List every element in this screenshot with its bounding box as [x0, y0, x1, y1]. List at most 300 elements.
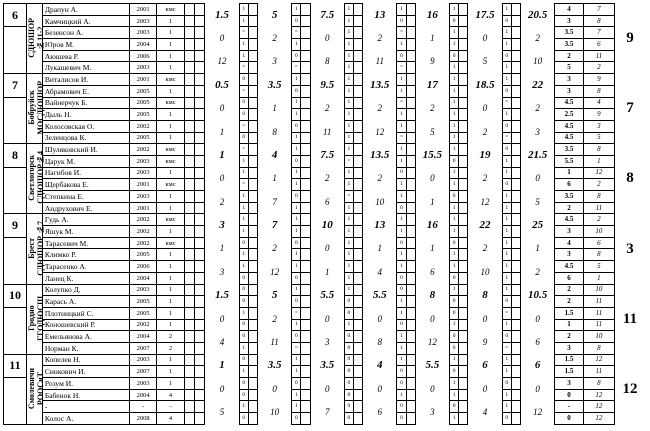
game-result-blank: [301, 226, 310, 238]
game-result-blank: [511, 109, 520, 121]
player-year: 2004: [129, 331, 156, 343]
blank-cell: [195, 27, 205, 39]
player-year: 2005: [129, 97, 156, 109]
game-result-blank: [511, 62, 520, 74]
game-result-blank: [301, 39, 310, 51]
game-result: 1: [239, 155, 248, 167]
player-points: 0: [555, 389, 584, 401]
match-score: 2: [310, 167, 344, 190]
game-result-blank: [301, 167, 310, 179]
blank-cell: [184, 74, 194, 86]
player-points: 4: [555, 4, 584, 16]
game-result: 0: [397, 319, 406, 331]
blank-cell: [184, 226, 194, 238]
game-result: 1: [450, 389, 459, 401]
game-result: 1: [239, 39, 248, 51]
blank-cell: [184, 4, 194, 16]
player-rank: 1: [157, 284, 184, 296]
match-score: 0: [468, 97, 502, 120]
match-score: 6: [520, 354, 554, 377]
game-result-blank: [406, 15, 415, 27]
game-result-blank: [459, 366, 468, 378]
match-score: 20.5: [520, 4, 554, 27]
game-result-blank: [511, 144, 520, 156]
blank-cell: [195, 167, 205, 179]
game-result: 0: [344, 413, 353, 425]
game-result: =: [239, 120, 248, 132]
game-result: 0: [344, 378, 353, 390]
game-result-blank: [353, 179, 362, 191]
player-rank: 1: [157, 85, 184, 97]
game-result: 1: [397, 74, 406, 86]
game-result: 1: [502, 237, 511, 249]
game-result-blank: [301, 191, 310, 203]
game-result: 0: [292, 413, 301, 425]
game-result: 1: [292, 144, 301, 156]
match-score: 13.5: [363, 74, 397, 97]
game-result: 0: [344, 366, 353, 378]
blank-cell: [195, 4, 205, 16]
game-result: 1: [344, 4, 353, 16]
player-rank: 1: [157, 249, 184, 261]
game-result: 1: [344, 120, 353, 132]
blank-cell: [184, 97, 194, 109]
match-score: 4: [363, 261, 397, 284]
game-result: 0: [292, 120, 301, 132]
player-place: 8: [583, 191, 614, 203]
player-points: 6: [555, 272, 584, 284]
match-score: 0: [205, 167, 239, 190]
player-rank: 1: [157, 226, 184, 238]
player-year: 2003: [129, 378, 156, 390]
player-place: 8: [583, 378, 614, 390]
game-result: 1: [502, 366, 511, 378]
game-result-blank: [511, 319, 520, 331]
player-points: 3: [555, 226, 584, 238]
player-year: 2007: [129, 342, 156, 354]
game-result: 1: [292, 366, 301, 378]
match-score: 3: [520, 120, 554, 143]
player-place: 1: [583, 272, 614, 284]
game-result: 1: [397, 179, 406, 191]
game-result-blank: [248, 4, 257, 16]
game-result: 1: [450, 85, 459, 97]
game-result: 1: [502, 284, 511, 296]
player-rank: 2: [157, 342, 184, 354]
blank-cell: [184, 39, 194, 51]
player-rank: 4: [157, 389, 184, 401]
game-result: 1: [450, 74, 459, 86]
blank-cell: [195, 132, 205, 144]
game-result-blank: [353, 296, 362, 308]
match-score: 6: [520, 331, 554, 354]
game-result: 1: [292, 249, 301, 261]
blank-cell: [195, 74, 205, 86]
tournament-table: [3, 3, 615, 425]
blank-cell: [184, 366, 194, 378]
game-result-blank: [248, 15, 257, 27]
player-place: 5: [583, 132, 614, 144]
match-score: 1.5: [205, 284, 239, 307]
game-result-blank: [511, 284, 520, 296]
game-result: 1: [450, 109, 459, 121]
game-result-blank: [301, 179, 310, 191]
game-result: 1: [450, 284, 459, 296]
match-score: 12: [415, 331, 449, 354]
match-score: 0: [310, 307, 344, 330]
game-result: 1: [397, 155, 406, 167]
match-score: 7: [310, 401, 344, 424]
team-name-line: Брест: [26, 237, 36, 259]
match-score: 13: [363, 214, 397, 237]
match-score: 2: [363, 97, 397, 120]
game-result-blank: [459, 39, 468, 51]
game-result: 0: [450, 296, 459, 308]
game-result: 1: [344, 249, 353, 261]
game-result-blank: [459, 62, 468, 74]
player-points: 3.5: [555, 191, 584, 203]
blank-cell: [184, 144, 194, 156]
match-score: 5.5: [310, 284, 344, 307]
blank-cell: [184, 155, 194, 167]
game-result: 0: [239, 378, 248, 390]
game-result: 1: [502, 389, 511, 401]
game-result: 1: [397, 307, 406, 319]
blank-cell: [184, 120, 194, 132]
game-result: 1: [344, 97, 353, 109]
blank-cell: [195, 284, 205, 296]
player-points: 2: [555, 296, 584, 308]
game-result-blank: [511, 237, 520, 249]
player-rank: 1: [157, 50, 184, 62]
game-result: =: [292, 342, 301, 354]
player-rank: 4: [157, 413, 184, 425]
game-result-blank: [406, 331, 415, 343]
player-year: 2005: [129, 132, 156, 144]
game-result: 1: [450, 261, 459, 273]
game-result: 0: [292, 85, 301, 97]
player-year: 2008: [129, 413, 156, 425]
blank-cell: [195, 307, 205, 319]
game-result: 1: [239, 202, 248, 214]
blank-cell: [195, 144, 205, 156]
game-result-blank: [301, 109, 310, 121]
match-score: 1: [205, 144, 239, 167]
game-result: 0: [450, 342, 459, 354]
team-number-blank: [4, 27, 27, 74]
game-result: 0: [292, 296, 301, 308]
game-result-blank: [248, 97, 257, 109]
game-result: 0: [239, 97, 248, 109]
blank-cell: [195, 296, 205, 308]
player-place: 12: [583, 389, 614, 401]
player-name: Бабенок Н.: [42, 389, 129, 401]
game-result-blank: [353, 132, 362, 144]
player-place: 6: [583, 237, 614, 249]
player-place: 8: [583, 342, 614, 354]
blank-cell: [195, 214, 205, 226]
game-result: 1: [292, 354, 301, 366]
game-result: 1: [397, 4, 406, 16]
game-result: 0: [239, 319, 248, 331]
blank-cell: [184, 62, 194, 74]
player-name: Абрамович Е.: [42, 85, 129, 97]
game-result-blank: [301, 50, 310, 62]
match-score: 6: [363, 401, 397, 424]
game-result: 0: [239, 413, 248, 425]
match-score: 9.5: [310, 74, 344, 97]
blank-cell: [184, 401, 194, 413]
player-name: Юров М.: [42, 39, 129, 51]
game-result: 1: [502, 39, 511, 51]
player-points: 3: [555, 342, 584, 354]
game-result: 0: [450, 191, 459, 203]
game-result-blank: [406, 413, 415, 425]
player-place: 8: [583, 144, 614, 156]
game-result-blank: [406, 272, 415, 284]
game-result-blank: [301, 249, 310, 261]
game-result-blank: [248, 155, 257, 167]
team-name-line: Бобруйск: [26, 90, 36, 125]
team-final-place: 9: [626, 29, 634, 46]
game-result-blank: [353, 389, 362, 401]
team-name: [26, 4, 45, 74]
team-name-line: №11-2: [35, 25, 45, 50]
game-result: =: [397, 132, 406, 144]
player-name: Колупко Д.: [42, 284, 129, 296]
game-result: 0: [397, 167, 406, 179]
match-score: 5.5: [415, 354, 449, 377]
player-place: 8: [583, 249, 614, 261]
game-result: 1: [502, 319, 511, 331]
game-result-blank: [406, 389, 415, 401]
game-result: =: [397, 62, 406, 74]
blank-cell: [184, 202, 194, 214]
team-number: 11: [4, 354, 27, 377]
game-result: 1: [397, 109, 406, 121]
player-year: 2005: [129, 307, 156, 319]
game-result-blank: [511, 27, 520, 39]
match-score: 0: [310, 27, 344, 50]
team-number: 7: [4, 74, 27, 97]
team-name: [26, 214, 45, 284]
game-result: 1: [450, 97, 459, 109]
team-number: 8: [4, 144, 27, 167]
match-score: 7: [257, 191, 291, 214]
game-result: 1: [397, 249, 406, 261]
match-score: 11: [310, 120, 344, 143]
game-result-blank: [248, 179, 257, 191]
game-result-blank: [511, 272, 520, 284]
player-place: 11: [583, 202, 614, 214]
player-name: Коношевский Р.: [42, 319, 129, 331]
player-year: -: [129, 401, 156, 413]
player-rank: 1: [157, 15, 184, 27]
player-place: 11: [583, 319, 614, 331]
player-points: 2: [555, 202, 584, 214]
game-result: 0: [397, 15, 406, 27]
game-result-blank: [511, 249, 520, 261]
game-result-blank: [248, 378, 257, 390]
player-place: 12: [583, 354, 614, 366]
game-result-blank: [353, 401, 362, 413]
game-result: 1: [292, 214, 301, 226]
blank-cell: [184, 237, 194, 249]
game-result-blank: [248, 354, 257, 366]
game-result: 1: [344, 237, 353, 249]
game-result-blank: [248, 284, 257, 296]
game-result-blank: [248, 319, 257, 331]
match-score: 0: [415, 167, 449, 190]
game-result: 1: [450, 62, 459, 74]
match-score: 10: [310, 214, 344, 237]
blank-cell: [195, 331, 205, 343]
game-result-blank: [301, 155, 310, 167]
team-final-place: 11: [622, 310, 638, 327]
player-name: Климко Р.: [42, 249, 129, 261]
game-result-blank: [301, 74, 310, 86]
player-place: 11: [583, 50, 614, 62]
match-score: 6: [468, 354, 502, 377]
game-result: =: [292, 307, 301, 319]
blank-cell: [184, 413, 194, 425]
game-result-blank: [301, 202, 310, 214]
player-name: Синкович И.: [42, 366, 129, 378]
game-result-blank: [459, 413, 468, 425]
game-result: 0: [502, 378, 511, 390]
game-result: 1: [292, 4, 301, 16]
game-result: 0: [397, 272, 406, 284]
game-result: 0: [239, 354, 248, 366]
game-result: 0: [397, 284, 406, 296]
game-result: 1: [344, 261, 353, 273]
player-rank: 1: [157, 191, 184, 203]
game-result-blank: [406, 120, 415, 132]
game-result: 0: [344, 331, 353, 343]
game-result-blank: [459, 50, 468, 62]
game-result-blank: [301, 366, 310, 378]
match-score: 0: [205, 307, 239, 330]
player-place: 2: [583, 214, 614, 226]
game-result-blank: [301, 389, 310, 401]
game-result-blank: [248, 62, 257, 74]
match-score: 2: [468, 120, 502, 143]
match-score: 0: [468, 27, 502, 50]
player-name: Дыль Н.: [42, 109, 129, 121]
blank-cell: [195, 237, 205, 249]
game-result: 1: [344, 202, 353, 214]
player-points: 0: [555, 413, 584, 425]
match-score: 16: [415, 4, 449, 27]
game-result: 1: [502, 202, 511, 214]
player-name: Тарасевич М.: [42, 237, 129, 249]
game-result-blank: [511, 120, 520, 132]
game-result-blank: [511, 74, 520, 86]
game-result: 1: [397, 39, 406, 51]
game-result-blank: [248, 167, 257, 179]
blank-cell: [195, 272, 205, 284]
match-score: 9: [468, 331, 502, 354]
match-score: 2: [205, 191, 239, 214]
match-score: 0.5: [205, 74, 239, 97]
game-result-blank: [301, 401, 310, 413]
player-year: 2005: [129, 249, 156, 261]
player-row: [4, 331, 615, 343]
game-result: =: [239, 27, 248, 39]
match-score: 5: [257, 284, 291, 307]
game-result-blank: [459, 378, 468, 390]
blank-cell: [195, 62, 205, 74]
game-result: 0: [292, 15, 301, 27]
game-result-blank: [511, 296, 520, 308]
player-name: Камчицкий А.: [42, 15, 129, 27]
game-result-blank: [406, 27, 415, 39]
blank-cell: [184, 378, 194, 390]
match-score: 2: [415, 97, 449, 120]
match-score: 11: [257, 331, 291, 354]
game-result: 0: [292, 237, 301, 249]
game-result-blank: [406, 155, 415, 167]
player-year: 2001: [129, 179, 156, 191]
game-result: 0: [502, 85, 511, 97]
game-result: 1: [239, 307, 248, 319]
game-result-blank: [353, 144, 362, 156]
blank-cell: [195, 155, 205, 167]
game-result: 0: [292, 378, 301, 390]
player-place: 10: [583, 226, 614, 238]
game-result-blank: [353, 120, 362, 132]
player-year: 2002: [129, 319, 156, 331]
game-result: 1: [344, 85, 353, 97]
player-name: Розум И.: [42, 378, 129, 390]
player-name: Шуляковский И.: [42, 144, 129, 156]
game-result-blank: [459, 132, 468, 144]
game-result-blank: [301, 15, 310, 27]
player-rank: 1: [157, 354, 184, 366]
player-row: [4, 97, 615, 109]
game-result-blank: [406, 319, 415, 331]
team-number-blank: [4, 167, 27, 214]
game-result: 1: [344, 226, 353, 238]
game-result-blank: [248, 74, 257, 86]
game-result-blank: [406, 401, 415, 413]
match-score: 22: [520, 74, 554, 97]
game-result: =: [239, 62, 248, 74]
match-score: 19: [468, 144, 502, 167]
game-result-blank: [406, 214, 415, 226]
game-result-blank: [301, 319, 310, 331]
player-place: 4: [583, 97, 614, 109]
player-rank: -: [157, 401, 184, 413]
match-score: 0: [468, 307, 502, 330]
player-row: [4, 74, 615, 86]
player-place: 3: [583, 120, 614, 132]
player-name: Степкина Е.: [42, 191, 129, 203]
blank-cell: [184, 27, 194, 39]
player-points: 1: [555, 167, 584, 179]
match-score: 1.5: [205, 4, 239, 27]
game-result: 1: [397, 191, 406, 203]
game-result: 0: [344, 401, 353, 413]
game-result: 1: [292, 167, 301, 179]
match-score: 0: [310, 378, 344, 401]
game-result-blank: [248, 307, 257, 319]
tournament-table-container: [3, 3, 645, 428]
game-result: =: [239, 144, 248, 156]
match-score: 25: [520, 214, 554, 237]
player-year: 2004: [129, 39, 156, 51]
blank-cell: [195, 50, 205, 62]
